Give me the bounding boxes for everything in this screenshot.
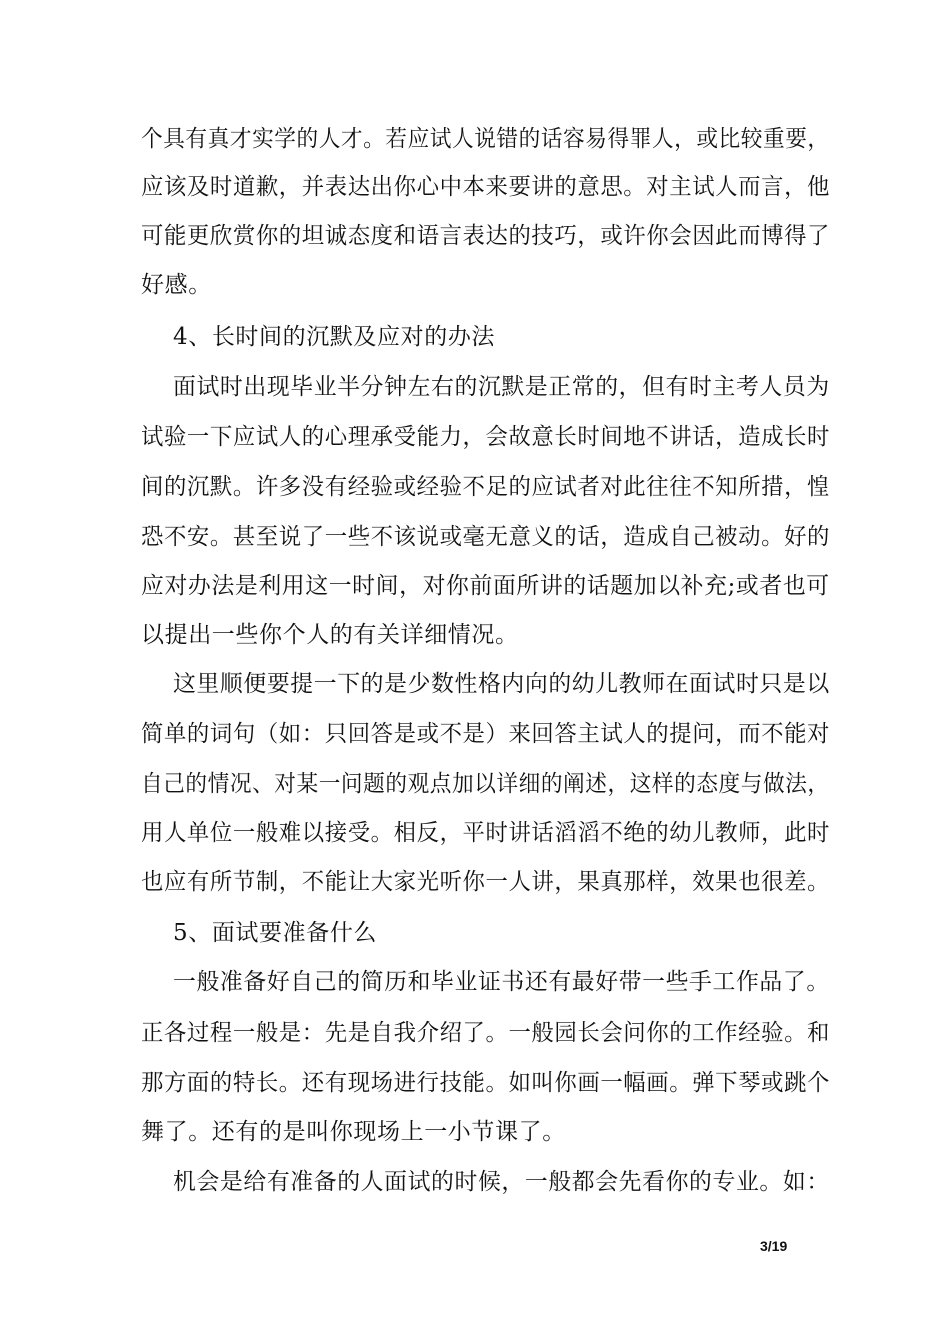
text-line-14: 自己的情况、对某一问题的观点加以详细的阐述，这样的态度与做法，: [141, 771, 830, 797]
text-line-12: 这里顺便要提一下的是少数性格内向的幼儿教师在面试时只是以: [173, 671, 830, 697]
text-line-1: 个具有真才实学的人才。若应试人说错的话容易得罪人，或比较重要，: [141, 126, 830, 152]
page-number: 3/19: [760, 1238, 788, 1254]
section-heading-4: 4、长时间的沉默及应对的办法: [173, 324, 496, 350]
text-line-22: 机会是给有准备的人面试的时候，一般都会先看你的专业。如：: [173, 1169, 830, 1195]
text-line-20: 那方面的特长。还有现场进行技能。如叫你画一幅画。弹下琴或跳个: [141, 1070, 830, 1096]
section-heading-5: 5、面试要准备什么: [173, 920, 378, 946]
text-line-8: 间的沉默。许多没有经验或经验不足的应试者对此往往不知所措，惶: [141, 474, 830, 500]
text-line-6: 面试时出现毕业半分钟左右的沉默是正常的，但有时主考人员为: [173, 374, 830, 400]
text-line-3: 可能更欣赏你的坦诚态度和语言表达的技巧，或许你会因此而博得了: [141, 223, 830, 249]
text-line-2: 应该及时道歉，并表达出你心中本来要讲的意思。对主试人而言，他: [141, 174, 830, 200]
text-line-18: 一般准备好自己的简历和毕业证书还有最好带一些手工作品了。: [173, 969, 830, 995]
text-line-13: 简单的词句（如：只回答是或不是）来回答主试人的提问，而不能对: [141, 721, 830, 747]
text-line-11: 以提出一些你个人的有关详细情况。: [141, 622, 519, 648]
text-line-9: 恐不安。甚至说了一些不该说或毫无意义的话，造成自己被动。好的: [141, 524, 830, 550]
text-line-19: 正各过程一般是：先是自我介绍了。一般园长会问你的工作经验。和: [141, 1020, 830, 1046]
text-line-21: 舞了。还有的是叫你现场上一小节课了。: [141, 1119, 566, 1145]
text-line-7: 试验一下应试人的心理承受能力，会故意长时间地不讲话，造成长时: [141, 424, 830, 450]
text-line-10: 应对办法是利用这一时间，对你前面所讲的话题加以补充;或者也可: [141, 573, 830, 599]
text-line-4: 好感。: [141, 272, 212, 298]
text-line-15: 用人单位一般难以接受。相反，平时讲话滔滔不绝的幼儿教师，此时: [141, 820, 830, 846]
text-line-16: 也应有所节制，不能让大家光听你一人讲，果真那样，效果也很差。: [141, 869, 830, 895]
